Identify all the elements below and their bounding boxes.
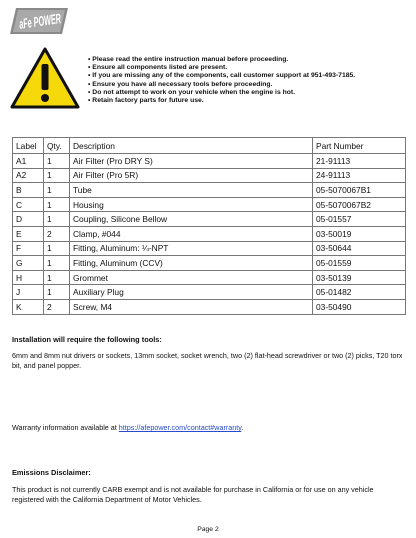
header-part-number: Part Number [313, 138, 406, 154]
cell-qty: 2 [44, 226, 70, 241]
cell-qty: 1 [44, 241, 70, 256]
header-description: Description [70, 138, 313, 154]
cell-part-number: 21-91113 [313, 154, 406, 169]
cell-qty: 1 [44, 168, 70, 183]
warning-item: • Retain factory parts for future use. [88, 97, 355, 105]
cell-qty: 1 [44, 212, 70, 227]
cell-part-number: 05-01482 [313, 285, 406, 300]
cell-description: Housing [70, 197, 313, 212]
warning-triangle-icon [10, 46, 80, 110]
warranty-prefix: Warranty information available at [12, 423, 119, 432]
emissions-title: Emissions Disclaimer: [12, 468, 91, 477]
cell-label: K [13, 299, 44, 314]
warning-item: • Do not attempt to work on your vehicle when the engine is hot. [88, 89, 355, 97]
cell-label: G [13, 256, 44, 271]
installation-tools-text: 6mm and 8mm nut drivers or sockets, 13mm socket, socket wrench, two (2) flat-head screwdriver or two (2) picks, T20 torx bit, and panel popper. [12, 351, 403, 371]
cell-description: Auxiliary Plug [70, 285, 313, 300]
cell-qty: 1 [44, 285, 70, 300]
cell-qty: 1 [44, 270, 70, 285]
warning-item: • If you are missing any of the components, call customer support at 951-493-7185. [88, 72, 355, 80]
header-qty: Qty. [44, 138, 70, 154]
table-row [13, 241, 406, 256]
cell-label: E [13, 226, 44, 241]
cell-description: Coupling, Silicone Bellow [70, 212, 313, 227]
cell-label: J [13, 285, 44, 300]
cell-label: B [13, 183, 44, 198]
cell-description: Grommet [70, 270, 313, 285]
table-row [13, 168, 406, 183]
cell-part-number: 03-50490 [313, 299, 406, 314]
parts-table [12, 137, 406, 315]
cell-description: Tube [70, 183, 313, 198]
cell-label: D [13, 212, 44, 227]
warning-item: • Ensure all components listed are present. [88, 64, 355, 72]
warranty-suffix: . [241, 423, 244, 432]
table-row [13, 183, 406, 198]
cell-part-number: 03-50019 [313, 226, 406, 241]
cell-part-number: 05-01557 [313, 212, 406, 227]
cell-qty: 1 [44, 256, 70, 271]
warning-item: • Ensure you have all necessary tools before proceeding. [88, 81, 355, 89]
page-number: Page 2 [197, 526, 219, 533]
cell-description: Air Filter (Pro DRY S) [70, 154, 313, 169]
cell-description: Screw, M4 [70, 299, 313, 314]
table-row [13, 197, 406, 212]
cell-label: A1 [13, 154, 44, 169]
cell-description: Air Filter (Pro 5R) [70, 168, 313, 183]
cell-part-number: 03-50644 [313, 241, 406, 256]
afe-power-logo [10, 4, 101, 36]
header-label: Label [13, 138, 44, 154]
warranty-link[interactable]: https://afepower.com/contact#warranty [118, 423, 242, 432]
logo-text: aFe POWER [18, 4, 101, 32]
cell-qty: 1 [44, 183, 70, 198]
cell-part-number: 05-5070067B2 [313, 197, 406, 212]
cell-description: Clamp, #044 [70, 226, 313, 241]
cell-part-number: 05-01559 [313, 256, 406, 271]
table-row [13, 226, 406, 241]
table-row [13, 212, 406, 227]
cell-label: A2 [13, 168, 44, 183]
warranty-line [12, 423, 243, 432]
warning-list [88, 56, 355, 105]
cell-label: F [13, 241, 44, 256]
warning-item: • Please read the entire instruction manual before proceeding. [88, 56, 355, 64]
cell-part-number: 03-50139 [313, 270, 406, 285]
cell-description: Fitting, Aluminum: ¼-NPT [70, 241, 313, 256]
emissions-text: This product is not currently CARB exempt and is not available for purchase in California or for use on any vehicle registered with the California Department of Motor Vehicles. [12, 485, 374, 505]
cell-label: C [13, 197, 44, 212]
cell-qty: 1 [44, 197, 70, 212]
table-row [13, 154, 406, 169]
table-row [13, 270, 406, 285]
table-row [13, 256, 406, 271]
cell-label: H [13, 270, 44, 285]
cell-qty: 1 [44, 154, 70, 169]
cell-part-number: 05-5070067B1 [313, 183, 406, 198]
installation-title: Installation will require the following tools: [12, 335, 162, 344]
table-header-row [13, 138, 406, 154]
cell-part-number: 24-91113 [313, 168, 406, 183]
cell-qty: 2 [44, 299, 70, 314]
table-row [13, 299, 406, 314]
cell-description: Fitting, Aluminum (CCV) [70, 256, 313, 271]
table-row [13, 285, 406, 300]
